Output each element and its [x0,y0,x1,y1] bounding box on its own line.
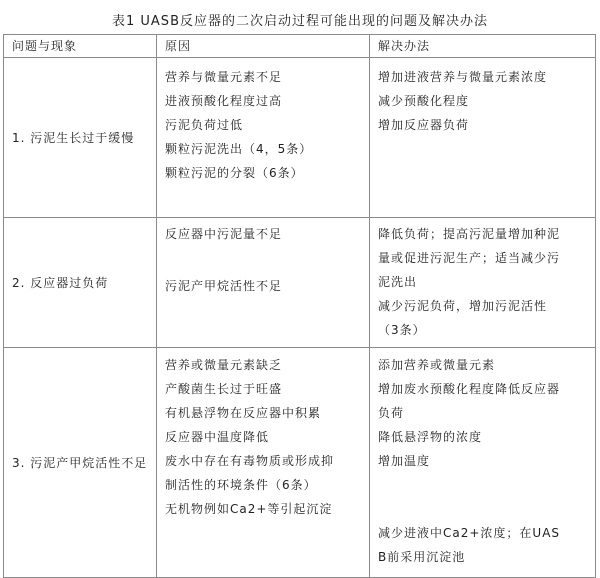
cause-item: 颗粒污泥的分裂（6条） [165,166,304,180]
solution-cell [370,58,596,218]
problem-text: 2. 反应器过负荷 [12,275,109,290]
table-header-row [4,35,596,58]
cause-item: 营养与微量元素不足 [165,70,283,84]
cause-cell [157,58,370,218]
header-problem: 问题与现象 [4,35,157,58]
cause-cell [157,218,370,348]
solution-item [378,497,595,521]
problem-cell [4,348,157,578]
solution-item: 量或促进污泥生产；适当减少污 [378,251,561,265]
problem-cell [4,218,157,348]
solution-item: 泥洗出 [378,275,418,289]
cause-item: 进液预酸化程度过高 [165,94,283,108]
cause-item: 污泥负荷过低 [165,118,244,132]
problem-cell [4,58,157,218]
solution-item: 减少污泥负荷，增加污泥活性 [378,299,548,313]
table-row [4,348,596,578]
cause-item: 产酸菌生长过于旺盛 [165,382,283,396]
header-solution: 解决办法 [370,35,596,58]
solution-item [378,473,595,497]
solution-item: B前采用沉淀池 [378,550,466,564]
problem-text: 1. 污泥生长过于缓慢 [12,130,135,145]
cause-item: 反应器中污泥量不足 [165,227,283,241]
solution-item: 添加营养或微量元素 [378,358,496,372]
solution-cell [370,348,596,578]
solution-cell [370,218,596,348]
table-row [4,58,596,218]
solution-item: 增加温度 [378,454,431,468]
cause-item: 污泥产甲烷活性不足 [165,279,283,293]
solution-item: （3条） [378,323,426,337]
cause-item: 废水中存在有毒物质或形成抑 [165,454,335,468]
cause-item: 反应器中温度降低 [165,430,270,444]
table-row [4,218,596,348]
problem-text: 3. 污泥产甲烷活性不足 [12,455,148,470]
table-caption: 表1 UASB反应器的二次启动过程可能出现的问题及解决办法 [112,14,488,29]
solution-item: 减少预酸化程度 [378,94,470,108]
solution-item: 降低悬浮物的浓度 [378,430,483,444]
cause-item: 颗粒污泥洗出（4，5条） [165,142,313,156]
problems-table [3,34,596,578]
header-cause: 原因 [157,35,370,58]
cause-cell [157,348,370,578]
solution-item: 减少进液中Ca2+浓度；在UAS [378,526,561,540]
cause-item: 有机悬浮物在反应器中积累 [165,406,322,420]
solution-item: 增加废水预酸化程度降低反应器 [378,382,561,396]
cause-item: 制活性的环境条件（6条） [165,478,317,492]
solution-item: 增加进液营养与微量元素浓度 [378,70,548,84]
cause-item: 无机物例如Ca2+等引起沉淀 [165,502,333,516]
solution-item: 负荷 [378,406,405,420]
cause-item: 营养或微量元素缺乏 [165,358,283,372]
solution-item: 增加反应器负荷 [378,118,470,132]
solution-item: 降低负荷；提高污泥量增加种泥 [378,227,561,241]
